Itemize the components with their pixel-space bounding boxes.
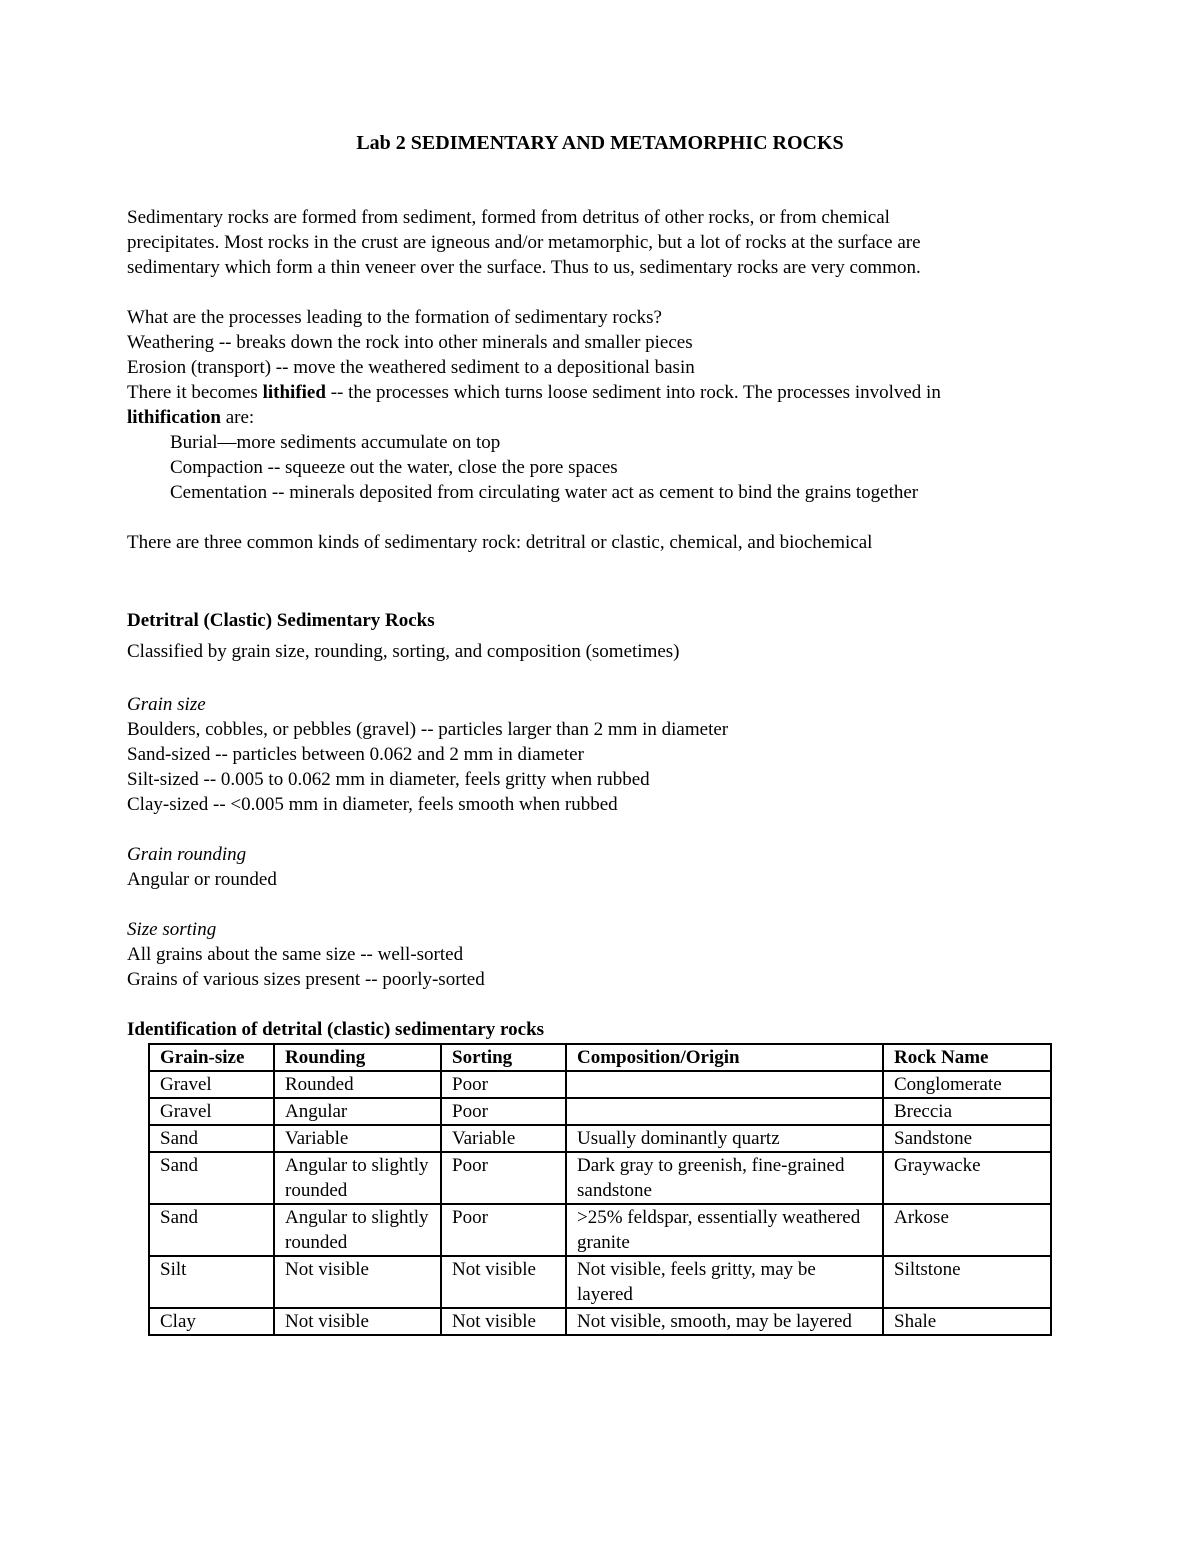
table-row	[149, 1152, 1051, 1204]
table-cell: Poor	[441, 1152, 566, 1204]
table-cell: Sand	[149, 1152, 274, 1204]
table-cell: Gravel	[149, 1071, 274, 1098]
column-header: Grain-size	[149, 1044, 274, 1071]
rounding-heading: Grain rounding	[127, 844, 247, 865]
table-cell: Not visible	[274, 1256, 441, 1308]
table-row	[149, 1308, 1051, 1335]
table-cell: Rounded	[274, 1071, 441, 1098]
table-cell: Not visible, feels gritty, may be layered	[566, 1256, 883, 1308]
table-cell: Silt	[149, 1256, 274, 1308]
classified-line: Classified by grain size, rounding, sorting, and composition (sometimes)	[127, 641, 680, 662]
table-cell: Siltstone	[883, 1256, 1051, 1308]
detrital-heading: Detritral (Clastic) Sedimentary Rocks	[127, 610, 435, 631]
cementation-step: Cementation -- minerals deposited from circulating water act as cement to bind the grains together	[170, 482, 919, 503]
table-row	[149, 1071, 1051, 1098]
table-cell: Not visible, smooth, may be layered	[566, 1308, 883, 1335]
document-body	[127, 205, 1077, 1336]
intro-line: Sedimentary rocks are formed from sediment, formed from detritus of other rocks, or from chemical	[127, 207, 890, 228]
column-header: Rounding	[274, 1044, 441, 1071]
table-body	[149, 1071, 1051, 1335]
table-header-row	[149, 1044, 1051, 1071]
lithification-line: lithification are:	[127, 407, 255, 428]
table-cell: Poor	[441, 1071, 566, 1098]
table-cell: Arkose	[883, 1204, 1051, 1256]
table-row	[149, 1125, 1051, 1152]
column-header: Rock Name	[883, 1044, 1051, 1071]
column-header: Composition/Origin	[566, 1044, 883, 1071]
page-title: Lab 2 SEDIMENTARY AND METAMORPHIC ROCKS	[356, 132, 844, 154]
rounding-line: Angular or rounded	[127, 869, 277, 890]
table-cell: Sand	[149, 1125, 274, 1152]
table-cell: Dark gray to greenish, fine-grained sandstone	[566, 1152, 883, 1204]
intro-line: precipitates. Most rocks in the crust are igneous and/or metamorphic, but a lot of rocks at the surface are	[127, 232, 921, 253]
table-cell: Variable	[274, 1125, 441, 1152]
table-cell: Angular to slightly rounded	[274, 1152, 441, 1204]
table-cell: Sandstone	[883, 1125, 1051, 1152]
lithified-line: There it becomes lithified -- the processes which turns loose sediment into rock. The processes involved in	[127, 382, 941, 403]
table-cell: Not visible	[441, 1256, 566, 1308]
table-cell: Breccia	[883, 1098, 1051, 1125]
intro-line: sedimentary which form a thin veneer over the surface. Thus to us, sedimentary rocks are very common.	[127, 257, 921, 278]
table-row	[149, 1098, 1051, 1125]
table-cell: Angular to slightly rounded	[274, 1204, 441, 1256]
table-cell: Usually dominantly quartz	[566, 1125, 883, 1152]
table-cell: Sand	[149, 1204, 274, 1256]
table-cell: Not visible	[274, 1308, 441, 1335]
table-cell: Poor	[441, 1204, 566, 1256]
table-cell: Angular	[274, 1098, 441, 1125]
processes-question: What are the processes leading to the formation of sedimentary rocks?	[127, 307, 662, 328]
table-cell: Poor	[441, 1098, 566, 1125]
compaction-step: Compaction -- squeeze out the water, close the pore spaces	[170, 457, 618, 478]
table-row	[149, 1204, 1051, 1256]
grain-size-line: Boulders, cobbles, or pebbles (gravel) -- particles larger than 2 mm in diameter	[127, 719, 729, 740]
grain-size-line: Sand-sized -- particles between 0.062 and 2 mm in diameter	[127, 744, 584, 765]
burial-step: Burial—more sediments accumulate on top	[170, 432, 501, 453]
sorting-line: All grains about the same size -- well-sorted	[127, 944, 464, 965]
sorting-line: Grains of various sizes present -- poorly-sorted	[127, 969, 485, 990]
rock-identification-table	[148, 1043, 1052, 1336]
table-heading: Identification of detrital (clastic) sedimentary rocks	[127, 1019, 545, 1040]
table-row	[149, 1256, 1051, 1308]
grain-size-line: Silt-sized -- 0.005 to 0.062 mm in diameter, feels gritty when rubbed	[127, 769, 650, 790]
table-cell: Gravel	[149, 1098, 274, 1125]
table-cell: Not visible	[441, 1308, 566, 1335]
table-cell: >25% feldspar, essentially weathered granite	[566, 1204, 883, 1256]
table-cell	[566, 1098, 883, 1125]
grain-size-heading: Grain size	[127, 694, 206, 715]
sorting-heading: Size sorting	[127, 919, 217, 940]
lithified-term: lithified	[262, 382, 326, 403]
table-cell: Variable	[441, 1125, 566, 1152]
table-cell: Shale	[883, 1308, 1051, 1335]
table-cell	[566, 1071, 883, 1098]
weathering-line: Weathering -- breaks down the rock into other minerals and smaller pieces	[127, 332, 693, 353]
table-cell: Conglomerate	[883, 1071, 1051, 1098]
kinds-line: There are three common kinds of sedimentary rock: detritral or clastic, chemical, and biochemical	[127, 532, 873, 553]
table-cell: Graywacke	[883, 1152, 1051, 1204]
erosion-line: Erosion (transport) -- move the weathered sediment to a depositional basin	[127, 357, 695, 378]
table-cell: Clay	[149, 1308, 274, 1335]
grain-size-line: Clay-sized -- <0.005 mm in diameter, feels smooth when rubbed	[127, 794, 618, 815]
column-header: Sorting	[441, 1044, 566, 1071]
lithification-term: lithification	[127, 407, 221, 428]
